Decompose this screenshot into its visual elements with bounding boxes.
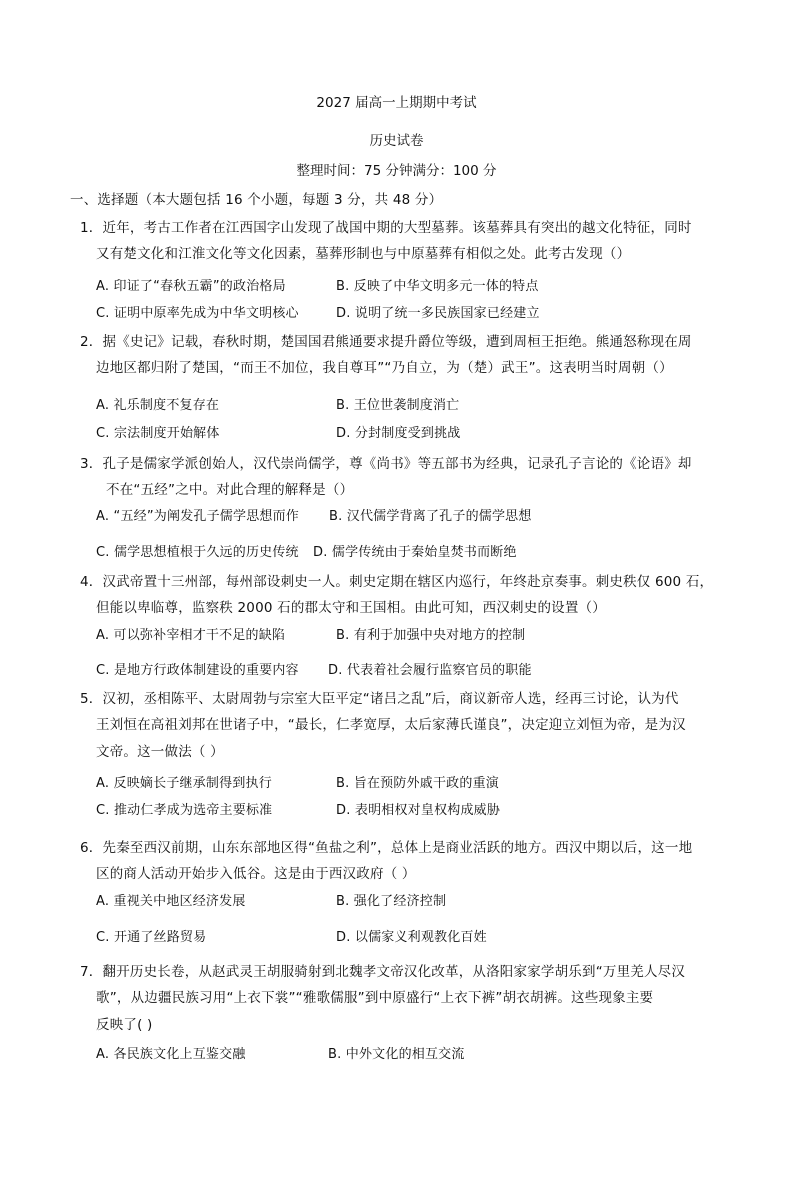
option-c: C. 证明中原率先成为中华文明核心 [96,306,299,321]
exam-title: 2027 届高一上期期中考试 [316,95,477,111]
option-a: A. 可以弥补宰相才干不足的缺陷 [96,628,286,643]
question-line: 5．汉初，丞相陈平、太尉周勃与宗室大臣平定“诸吕之乱”后，商议新帝人选，经再三讨论，认为代 [80,691,679,707]
option-a: A. 印证了“春秋五霸”的政治格局 [96,279,286,294]
option-b: B. 旨在预防外戚干政的重演 [336,776,499,791]
option-d: D. 表明相权对皇权构成威胁 [336,803,501,818]
option-d: D. 分封制度受到挑战 [336,426,461,441]
question-line: 7．翻开历史长卷，从赵武灵王胡服骑射到北魏孝文帝汉化改革，从洛阳家家学胡乐到“万里羌人尽汉 [80,964,686,980]
option-d: D. 以儒家义利观教化百姓 [336,930,487,945]
option-b: B. 反映了中华文明多元一体的特点 [336,279,539,294]
exam-meta: 整理时间：75 分钟满分：100 分 [296,163,497,179]
option-a: A. “五经”为阐发孔子儒学思想而作 [96,509,299,524]
option-a: A. 各民族文化上互鉴交融 [96,1047,246,1062]
question-line: 边地区都归附了楚国，“而王不加位，我自尊耳”“乃自立，为（楚）武王”。这表明当时周朝（） [96,360,673,376]
option-c: C. 推动仁孝成为选帝主要标准 [96,803,273,818]
option-c: C. 是地方行政体制建设的重要内容 [96,663,299,678]
option-b: B. 有利于加强中央对地方的控制 [336,628,526,643]
option-b: B. 中外文化的相互交流 [328,1047,465,1062]
section-heading: 一、选择题（本大题包括 16 个小题，每题 3 分，共 48 分） [70,192,443,208]
question-line: 但能以卑临尊，监察秩 2000 石的郡太守和王国相。由此可知，西汉刺史的设置（） [96,600,606,616]
option-a: A. 反映嫡长子继承制得到执行 [96,776,272,791]
question-line: 歌”，从边疆民族习用“上衣下裳”“雅歌儒服”到中原盛行“上衣下裤”胡衣胡裤。这些现象主要 [96,990,654,1006]
question-line: 1．近年，考古工作者在江西国字山发现了战国中期的大型墓葬。该墓葬具有突出的越文化特征，同时 [80,220,692,236]
question-line: 王刘恒在高祖刘邦在世诸子中，“最长，仁孝宽厚，太后家薄氏谨良”，决定迎立刘恒为帝，是为汉 [96,717,686,733]
option-d: D. 儒学传统由于秦始皇焚书而断绝 [313,545,517,560]
option-c: C. 儒学思想植根于久远的历史传统 [96,545,299,560]
question-line: 2．据《史记》记载，春秋时期，楚国国君熊通要求提升爵位等级，遭到周桓王拒绝。熊通怒称现在周 [80,334,692,350]
option-b: B. 王位世袭制度消亡 [336,398,460,413]
question-line: 反映了( ) [96,1017,153,1033]
question-line: 3．孔子是儒家学派创始人，汉代崇尚儒学，尊《尚书》等五部书为经典，记录孔子言论的《论语》却 [80,456,692,472]
question-line: 又有楚文化和江淮文化等文化因素，墓葬形制也与中原墓葬有相似之处。此考古发现（） [96,246,631,262]
option-d: D. 说明了统一多民族国家已经建立 [336,306,540,321]
option-a: A. 重视关中地区经济发展 [96,894,246,909]
exam-subject: 历史试卷 [369,133,424,149]
question-line: 6．先秦至西汉前期，山东东部地区得“鱼盐之利”，总体上是商业活跃的地方。西汉中期以后，这一地 [80,840,693,856]
option-a: A. 礼乐制度不复存在 [96,398,220,413]
question-line: 4．汉武帝置十三州部，每州部设刺史一人。刺史定期在辖区内巡行，年终赴京奏事。刺史秩仅 600 石， [80,574,714,590]
option-c: C. 开通了丝路贸易 [96,930,207,945]
option-c: C. 宗法制度开始解体 [96,426,220,441]
option-d: D. 代表着社会履行监察官员的职能 [328,663,532,678]
question-line: 不在“五经”之中。对此合理的解释是（） [106,482,354,498]
option-b: B. 汉代儒学背离了孔子的儒学思想 [329,509,532,524]
option-b: B. 强化了经济控制 [336,894,447,909]
question-line: 区的商人活动开始步入低谷。这是由于西汉政府（ ） [96,866,416,882]
question-line: 文帝。这一做法（ ） [96,744,224,760]
